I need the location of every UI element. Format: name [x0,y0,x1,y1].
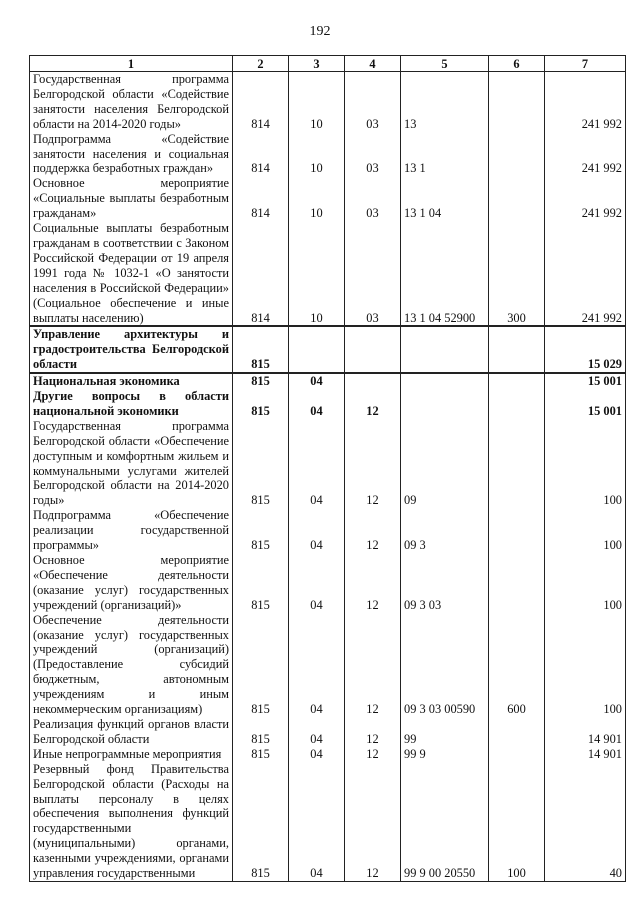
row-amount-cell: 241 992 [545,72,626,132]
col-header-4: 4 [345,56,401,72]
col-header-6: 6 [489,56,545,72]
col-header-7: 7 [545,56,626,72]
row-amount-cell: 15 001 [545,373,626,389]
table-row [30,747,626,762]
row-admin-code-cell: 815 [233,326,289,373]
table-row [30,762,626,882]
table-row [30,373,626,389]
row-target-article-cell: 13 1 04 52900 [401,221,489,326]
row-expense-type-cell [489,132,545,177]
row-target-article-cell: 99 9 [401,747,489,762]
row-target-article-cell: 99 [401,717,489,747]
row-name-cell: Основное мероприятие «Социальные выплаты безработным гражданам» [30,176,233,221]
table-row [30,553,626,613]
row-amount-cell: 100 [545,613,626,717]
row-admin-code-cell: 815 [233,553,289,613]
row-subsection-cell: 03 [345,176,401,221]
row-name-cell: Основное мероприятие «Обеспечение деятельности (оказание услуг) государственных учреждений (организаций)» [30,553,233,613]
row-admin-code-cell: 815 [233,613,289,717]
row-name-cell: Обеспечение деятельности (оказание услуг) государственных учреждений (организаций) (Предоставление субсидий бюджетным, автономным учреждениям и иным некоммерческим организациям) [30,613,233,717]
row-expense-type-cell [489,389,545,419]
row-expense-type-cell [489,72,545,132]
row-expense-type-cell: 100 [489,762,545,882]
table-row [30,389,626,419]
row-subsection-cell: 12 [345,717,401,747]
row-target-article-cell: 13 1 04 [401,176,489,221]
row-subsection-cell: 03 [345,221,401,326]
row-admin-code-cell: 814 [233,221,289,326]
row-subsection-cell: 12 [345,762,401,882]
table-row [30,72,626,132]
row-name-cell: Управление архитектуры и градостроительства Белгородской области [30,326,233,373]
row-name-cell: Реализация функций органов власти Белгородской области [30,717,233,747]
row-admin-code-cell: 814 [233,72,289,132]
row-section-cell [289,326,345,373]
col-header-2: 2 [233,56,289,72]
page-number: 192 [309,24,331,39]
row-amount-cell: 15 029 [545,326,626,373]
row-expense-type-cell [489,373,545,389]
row-section-cell: 10 [289,221,345,326]
row-admin-code-cell: 815 [233,373,289,389]
row-target-article-cell: 09 3 [401,508,489,553]
header-row [30,56,626,72]
row-target-article-cell [401,326,489,373]
row-subsection-cell: 12 [345,613,401,717]
row-expense-type-cell [489,747,545,762]
row-name-cell: Подпрограмма «Обеспечение реализации государственной программы» [30,508,233,553]
col-header-5: 5 [401,56,489,72]
row-amount-cell: 100 [545,419,626,508]
budget-table [29,55,626,882]
row-name-cell: Государственная программа Белгородской области «Обеспечение доступным и комфортным жильем и коммунальными услугами жителей Белгородской области на 2014-2020 годы» [30,419,233,508]
row-subsection-cell: 12 [345,508,401,553]
row-subsection-cell [345,373,401,389]
row-section-cell: 04 [289,553,345,613]
row-expense-type-cell [489,508,545,553]
row-admin-code-cell: 815 [233,762,289,882]
row-subsection-cell: 03 [345,72,401,132]
row-expense-type-cell: 300 [489,221,545,326]
row-section-cell: 10 [289,176,345,221]
row-admin-code-cell: 815 [233,389,289,419]
row-target-article-cell [401,389,489,419]
row-target-article-cell: 99 9 00 20550 [401,762,489,882]
row-amount-cell: 40 [545,762,626,882]
row-section-cell: 10 [289,132,345,177]
row-section-cell: 04 [289,419,345,508]
row-name-cell: Резервный фонд Правительства Белгородской области (Расходы на выплаты персоналу в целях обеспечения выполнения функций государственными (муниципальными) органами, казенными учреждениями, органами управления государственными [30,762,233,882]
row-amount-cell: 241 992 [545,221,626,326]
row-subsection-cell: 03 [345,132,401,177]
row-amount-cell: 241 992 [545,176,626,221]
row-subsection-cell: 12 [345,419,401,508]
row-name-cell: Подпрограмма «Содействие занятости населения и социальная поддержка безработных граждан» [30,132,233,177]
row-amount-cell: 14 901 [545,717,626,747]
col-header-1: 1 [30,56,233,72]
row-target-article-cell: 13 [401,72,489,132]
table-row [30,613,626,717]
row-expense-type-cell [489,326,545,373]
row-expense-type-cell [489,717,545,747]
row-section-cell: 04 [289,717,345,747]
table-row [30,326,626,373]
table-row [30,717,626,747]
row-expense-type-cell [489,419,545,508]
row-target-article-cell: 09 [401,419,489,508]
row-name-cell: Социальные выплаты безработным гражданам в соответствии с Законом Российской Федерации от 19 апреля 1991 года № 1032-1 «О занятости населения в Российской Федерации» (Социальное обеспечение и иные выплаты населению) [30,221,233,326]
row-section-cell: 04 [289,613,345,717]
row-subsection-cell: 12 [345,389,401,419]
row-admin-code-cell: 815 [233,717,289,747]
row-admin-code-cell: 814 [233,176,289,221]
row-target-article-cell: 09 3 03 [401,553,489,613]
row-expense-type-cell: 600 [489,613,545,717]
col-header-3: 3 [289,56,345,72]
row-admin-code-cell: 815 [233,508,289,553]
row-expense-type-cell [489,176,545,221]
row-name-cell: Государственная программа Белгородской области «Содействие занятости населения Белгородской области на 2014-2020 годы» [30,72,233,132]
row-subsection-cell: 12 [345,553,401,613]
row-subsection-cell: 12 [345,747,401,762]
row-amount-cell: 15 001 [545,389,626,419]
row-amount-cell: 241 992 [545,132,626,177]
table-row [30,176,626,221]
row-section-cell: 10 [289,72,345,132]
row-amount-cell: 100 [545,508,626,553]
row-section-cell: 04 [289,389,345,419]
row-target-article-cell [401,373,489,389]
row-admin-code-cell: 815 [233,419,289,508]
row-amount-cell: 14 901 [545,747,626,762]
row-target-article-cell: 13 1 [401,132,489,177]
table-row [30,132,626,177]
row-amount-cell: 100 [545,553,626,613]
row-section-cell: 04 [289,373,345,389]
row-target-article-cell: 09 3 03 00590 [401,613,489,717]
row-admin-code-cell: 814 [233,132,289,177]
row-name-cell: Другие вопросы в области национальной экономики [30,389,233,419]
row-section-cell: 04 [289,762,345,882]
row-name-cell: Национальная экономика [30,373,233,389]
table-row [30,221,626,326]
row-section-cell: 04 [289,747,345,762]
row-section-cell: 04 [289,508,345,553]
row-subsection-cell [345,326,401,373]
table-row [30,419,626,508]
table-row [30,508,626,553]
row-name-cell: Иные непрограммные мероприятия [30,747,233,762]
table-body [30,72,626,882]
row-expense-type-cell [489,553,545,613]
row-admin-code-cell: 815 [233,747,289,762]
